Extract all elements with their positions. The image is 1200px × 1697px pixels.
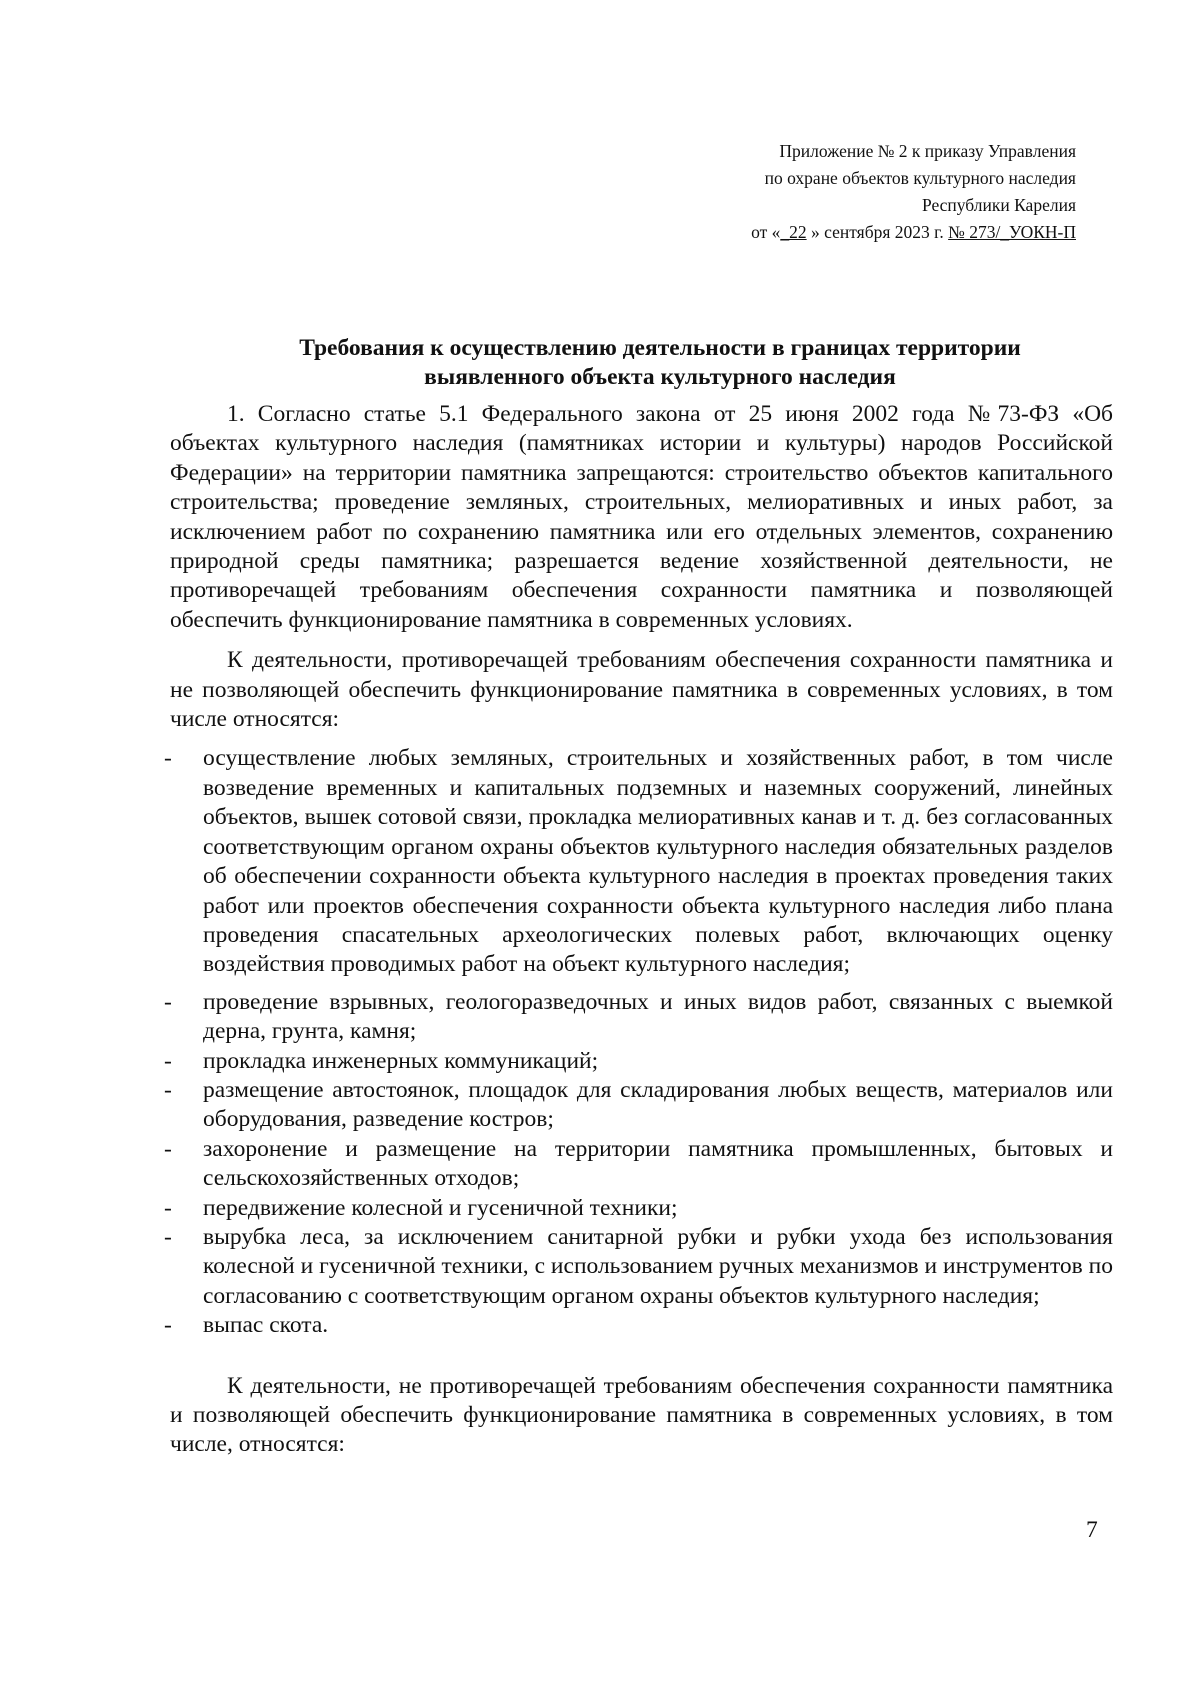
list-dash: -	[164, 1076, 172, 1103]
prohibited-activities-list	[164, 744, 1113, 1340]
order-day: _22	[780, 222, 807, 242]
list-dash: -	[164, 1047, 172, 1074]
list-dash: -	[164, 1194, 172, 1221]
appendix-line-1: Приложение № 2 к приказу Управления	[779, 141, 1076, 161]
list-item	[164, 744, 1113, 979]
list-dash: -	[164, 1223, 172, 1250]
paragraph-permitted-intro: К деятельности, не противоречащей требованиям обеспечения сохранности памятника и позволяющей обеспечить функционирование памятника в современных условиях, в том числе, относятся:	[170, 1372, 1113, 1458]
order-number: № 273/_УОКН-П	[948, 222, 1076, 242]
list-item	[164, 1223, 1113, 1311]
appendix-header	[516, 138, 1076, 246]
list-item-text: вырубка леса, за исключением санитарной рубки и рубки ухода без использования колесной и гусеничной техники, с использованием ручных механизмов и инструментов по согласованию с соответствующим органом охраны объектов культурного наследия;	[203, 1223, 1113, 1309]
appendix-line-2: по охране объектов культурного наследия	[764, 168, 1076, 188]
paragraph-prohibited-intro: К деятельности, противоречащей требованиям обеспечения сохранности памятника и не позволяющей обеспечить функционирование памятника в современных условиях, в том числе относятся:	[170, 647, 1113, 733]
title-line-1: Требования к осуществлению деятельности в границах территории	[299, 335, 1021, 361]
list-item	[164, 1047, 1113, 1076]
list-item-text: захоронение и размещение на территории памятника промышленных, бытовых и сельскохозяйственных отходов;	[203, 1135, 1113, 1192]
list-item-text: прокладка инженерных коммуникаций;	[203, 1047, 599, 1074]
list-item-text: передвижение колесной и гусеничной техники;	[203, 1194, 678, 1221]
appendix-line-3: Республики Карелия	[921, 195, 1076, 215]
document-body	[164, 400, 1113, 1460]
list-item	[164, 1135, 1113, 1194]
list-dash: -	[164, 745, 172, 772]
list-item	[164, 1194, 1113, 1223]
list-item-text: проведение взрывных, геологоразведочных и иных видов работ, связанных с выемкой дерна, грунта, камня;	[203, 988, 1113, 1045]
document-title	[220, 334, 1100, 392]
order-date-prefix: от «	[751, 222, 781, 242]
list-dash: -	[164, 988, 172, 1015]
title-line-2: выявленного объекта культурного наследия	[424, 364, 896, 390]
list-dash: -	[164, 1135, 172, 1162]
list-item	[164, 1311, 1113, 1340]
appendix-line-4	[516, 219, 1076, 246]
list-item-text: размещение автостоянок, площадок для складирования любых веществ, материалов или оборудования, разведение костров;	[203, 1076, 1113, 1133]
list-item	[164, 1076, 1113, 1135]
order-date-month-year: » сентября 2023 г.	[806, 222, 949, 242]
paragraph-article-reference: 1. Согласно статье 5.1 Федерального закона от 25 июня 2002 года №73-ФЗ «Об объектах культурного наследия (памятниках истории и культуры) народов Российской Федерации» на территории памятника запрещаются: строительство объектов капитального строительства; проведение земляных, строительных, мелиоративных и иных работ, за исключением работ по сохранению памятника или его отдельных элементов, сохранению природной среды памятника; разрешается ведение хозяйственной деятельности, не противоречащей требованиям обеспечения сохранности памятника и позволяющей обеспечить функционирование памятника в современных условиях.	[170, 401, 1113, 633]
list-dash: -	[164, 1312, 172, 1339]
list-item-text: осуществление любых земляных, строительных и хозяйственных работ, в том числе возведение временных и капитальных подземных и наземных сооружений, линейных объектов, вышек сотовой связи, прокладка мелиоративных канав и т. д. без согласованных соответствующим органом охраны объектов культурного наследия обязательных разделов об обеспечении сохранности объекта культурного наследия в проектах проведения таких работ или проектов обеспечения сохранности объекта культурного наследия либо плана проведения спасательных археологических полевых работ, включающих оценку воздействия проводимых работ на объект культурного наследия;	[203, 745, 1113, 978]
page-number: 7	[1086, 1517, 1098, 1543]
list-item-text: выпас скота.	[203, 1312, 329, 1339]
list-item	[164, 988, 1113, 1047]
